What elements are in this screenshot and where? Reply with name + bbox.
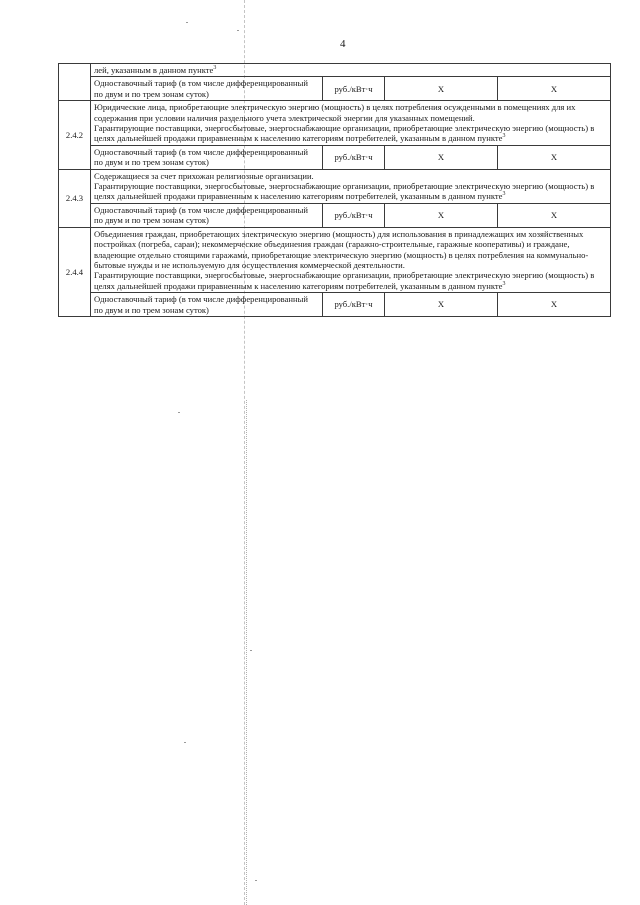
tariff-label: Одноставочный тариф (в том числе дифференцированный по двум и по трем зонам суток) <box>91 203 323 227</box>
value-cell: Х <box>498 293 611 317</box>
unit-cell: руб./кВт·ч <box>323 77 385 101</box>
footnote-ref: 3 <box>502 191 506 198</box>
table-row <box>59 169 611 203</box>
description-text: Гарантирующие поставщики, энергосбытовые, энергоснабжающие организации, приобретающие электрическую энергию (мощность) в целях дальнейшей продажи приравненным к населению категориям потребителей, указанным в данном пункте <box>94 270 595 291</box>
unit-cell: руб./кВт·ч <box>323 293 385 317</box>
row-number: 2.4.2 <box>59 101 91 169</box>
row-description <box>91 64 611 77</box>
row-description <box>91 101 611 146</box>
table-row <box>59 227 611 292</box>
value-cell: Х <box>498 77 611 101</box>
scan-speck <box>255 880 257 881</box>
row-number: 2.4.3 <box>59 169 91 227</box>
value-cell: Х <box>385 203 498 227</box>
value-cell: Х <box>385 293 498 317</box>
description-text: Гарантирующие поставщики, энергосбытовые, энергоснабжающие организации, приобретающие электрическую энергию (мощность) в целях дальнейшей продажи приравненным к населению категориям потребителей, указанным в данном пункте <box>94 123 595 144</box>
footnote-ref: 3 <box>502 280 506 287</box>
value-cell: Х <box>498 145 611 169</box>
row-number <box>59 64 91 101</box>
tariff-table <box>58 63 611 317</box>
page-number: 4 <box>340 38 346 50</box>
tariff-label: Одноставочный тариф (в том числе дифференцированный по двум и по трем зонам суток) <box>91 293 323 317</box>
description-text: Юридические лица, приобретающие электрическую энергию (мощность) в целях потребления осужденными в помещениях для их содержания при условии наличия раздельного учета электрической энергии для указанных помещений. <box>94 102 576 123</box>
table-row <box>59 101 611 146</box>
scan-speck <box>250 650 252 651</box>
description-text: лей, указанным в данном пункте <box>94 65 214 75</box>
tariff-label: Одноставочный тариф (в том числе дифференцированный по двум и по трем зонам суток) <box>91 77 323 101</box>
scan-speck <box>184 742 186 743</box>
scan-fold-line-lower <box>246 400 247 905</box>
row-number: 2.4.4 <box>59 227 91 316</box>
row-description <box>91 227 611 292</box>
tariff-label: Одноставочный тариф (в том числе дифференцированный по двум и по трем зонам суток) <box>91 145 323 169</box>
table-row <box>59 145 611 169</box>
table-row <box>59 77 611 101</box>
row-description <box>91 169 611 203</box>
description-text: Объединения граждан, приобретающих электрическую энергию (мощность) для использования в принадлежащих им хозяйственных постройках (погреба, сараи); некоммерческие объединения граждан (гаражно-строительные, гаражные кооперативы) и граждане, владеющие отдельно стоящими гаражами, приобретающие электрическую энергию (мощность) в целях потребления на коммунально-бытовые нужды и не используемую для осуществления коммерческой деятельности. <box>94 228 589 270</box>
value-cell: Х <box>385 77 498 101</box>
scan-speck <box>186 22 188 23</box>
table-row <box>59 203 611 227</box>
unit-cell: руб./кВт·ч <box>323 203 385 227</box>
footnote-ref: 3 <box>502 133 506 140</box>
table-row <box>59 293 611 317</box>
scan-speck <box>237 30 239 31</box>
table-row <box>59 64 611 77</box>
footnote-ref: 3 <box>213 65 217 72</box>
description-text: Содержащиеся за счет прихожан религиозные организации. <box>94 170 314 181</box>
value-cell: Х <box>498 203 611 227</box>
value-cell: Х <box>385 145 498 169</box>
description-text: Гарантирующие поставщики, энергосбытовые, энергоснабжающие организации, приобретающие электрическую энергию (мощность) в целях дальнейшей продажи приравненным к населению категориям потребителей, указанным в данном пункте <box>94 181 595 202</box>
scan-speck <box>178 412 180 413</box>
unit-cell: руб./кВт·ч <box>323 145 385 169</box>
